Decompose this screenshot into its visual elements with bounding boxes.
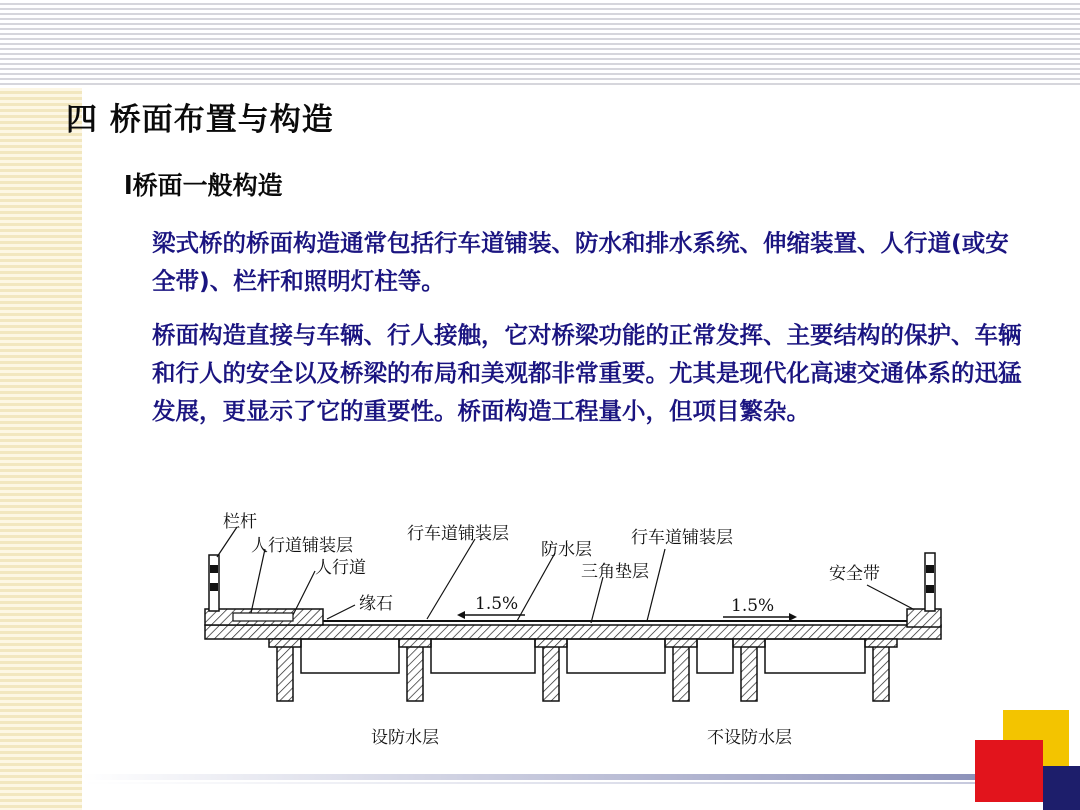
label-triangle-cushion: 三角垫层 bbox=[581, 562, 649, 582]
slope-arrow-left-head bbox=[457, 611, 465, 619]
bottom-rule-thin bbox=[82, 782, 1002, 784]
label-carriageway-paving-right: 行车道铺装层 bbox=[631, 528, 733, 548]
railing-post-mark bbox=[926, 585, 934, 593]
paragraph-2: 桥面构造直接与车辆、行人接触，它对桥梁功能的正常发挥、主要结构的保护、车辆和行人的安全以及桥梁的布局和美观都非常重要。尤其是现代化高速交通体系的迅猛发展，更显示了它的重要性。桥面构造工程量小，但项目繁杂。 bbox=[152, 321, 1022, 425]
top-stripe-band bbox=[0, 0, 1080, 88]
diaphragms bbox=[301, 639, 865, 673]
deck-slab bbox=[205, 625, 941, 639]
left-stripe-band bbox=[0, 88, 82, 810]
slope-arrow-right-head bbox=[789, 613, 797, 621]
label-with-waterproof: 设防水层 bbox=[371, 728, 439, 748]
railing-post-mark bbox=[210, 583, 218, 591]
label-sidewalk: 人行道 bbox=[315, 558, 366, 578]
decor-square-red bbox=[975, 740, 1043, 802]
beam-webs bbox=[269, 639, 897, 701]
right-railing-post bbox=[925, 553, 935, 611]
decor-square-navy bbox=[1043, 766, 1080, 810]
bottom-rule bbox=[82, 774, 1002, 780]
label-waterproof: 防水层 bbox=[541, 540, 592, 560]
label-without-waterproof: 不设防水层 bbox=[707, 728, 792, 748]
label-slope-left: 1.5% bbox=[475, 594, 519, 614]
slide-title: 四 桥面布置与构造 bbox=[66, 102, 334, 138]
label-curb: 缘石 bbox=[359, 594, 393, 614]
safety-belt-block bbox=[907, 609, 941, 627]
label-slope-right: 1.5% bbox=[731, 596, 775, 616]
label-railing: 栏杆 bbox=[223, 512, 257, 532]
slide-subtitle: l桥面一般构造 bbox=[124, 171, 283, 200]
railing-post-mark bbox=[210, 565, 218, 573]
bridge-deck-diagram bbox=[195, 505, 955, 760]
sidewalk-void bbox=[233, 613, 293, 621]
label-carriageway-paving-left: 行车道铺装层 bbox=[407, 524, 509, 544]
label-safety-belt: 安全带 bbox=[829, 564, 880, 584]
railing-post-mark bbox=[926, 565, 934, 573]
label-sidewalk-paving: 人行道铺装层 bbox=[251, 536, 353, 556]
paragraph-1: 梁式桥的桥面构造通常包括行车道铺装、防水和排水系统、伸缩装置、人行道(或安全带)、栏杆和照明灯柱等。 bbox=[152, 229, 1009, 295]
